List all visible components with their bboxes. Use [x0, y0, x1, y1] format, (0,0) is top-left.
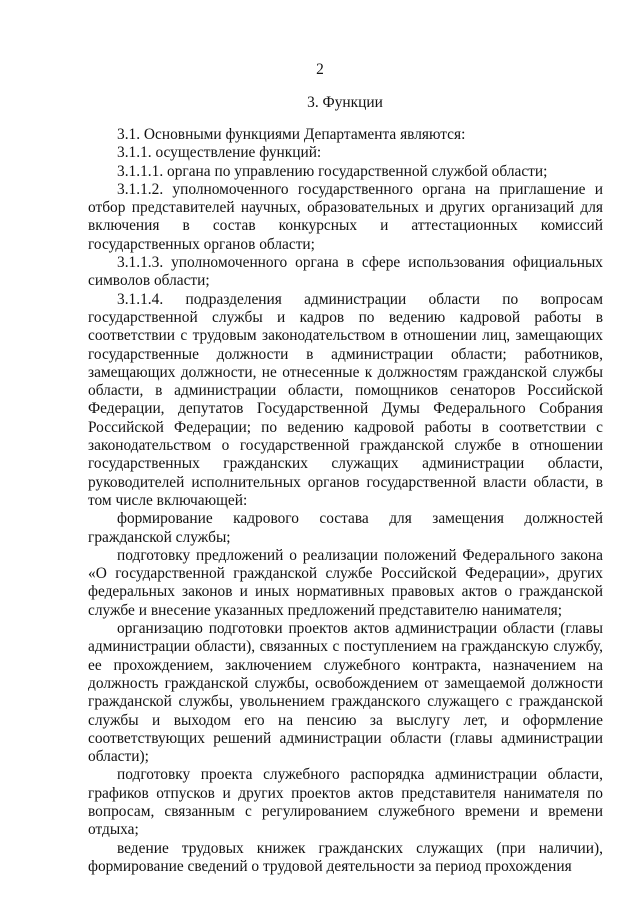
- section-title: 3. Функции: [307, 94, 383, 111]
- paragraph: 3.1.1.4. подразделения администрации области по вопросам государственной службы и кадров по ведению кадровой работы в соответствии с трудовым законодательством в отношении лиц, замещающих государственные должности в администрации области; работников, замещающих должности, не отнесенные к должностям гражданской службы области, в администрации области, помощников сенаторов Российской Федерации, депутатов Государственной Думы Федерального Собрания Российской Федерации; по ведению кадровой работы в соответствии с законодательством о государственной гражданской службе в отношении государственных гражданских служащих администрации области, руководителей исполнительных органов государственной власти области, в том числе включающей:: [88, 290, 603, 509]
- paragraph: 3.1.1.2. уполномоченного государственного органа на приглашение и отбор представителей научных, образовательных и других организаций для включения в состав конкурсных и аттестационных комиссий государственных органов области;: [88, 180, 603, 253]
- paragraph: 3.1.1.1. органа по управлению государственной службой области;: [117, 162, 548, 180]
- paragraph: 3.1.1.3. уполномоченного органа в сфере использования официальных символов области;: [88, 254, 603, 290]
- document-body: [88, 126, 603, 876]
- page-number: 2: [316, 61, 324, 78]
- paragraph: подготовку предложений о реализации положений Федерального закона «О государственной гражданской службе Российской Федерации», других федеральных законов и иных нормативных правовых актов о гражданской службе и внесение указанных предложений представителю нанимателя;: [88, 546, 603, 619]
- paragraph: ведение трудовых книжек гражданских служащих (при наличии), формирование сведений о трудовой деятельности за период прохождения: [88, 839, 603, 875]
- paragraph: формирование кадрового состава для замещения должностей гражданской службы;: [88, 510, 603, 546]
- paragraph: подготовку проекта служебного распорядка администрации области, графиков отпусков и других проектов актов представителя нанимателя по вопросам, связанным с регулированием служебного времени и времени отдыха;: [88, 766, 603, 839]
- paragraph: 3.1. Основными функциями Департамента являются:: [117, 126, 466, 143]
- paragraph: 3.1.1. осуществление функций:: [117, 144, 322, 162]
- paragraph: организацию подготовки проектов актов администрации области (главы администрации области), связанных с поступлением на гражданскую службу, ее прохождением, заключением служебного контракта, назначением на должность гражданской службы, освобождением от замещаемой должности гражданской службы, увольнением гражданского служащего с гражданской службы и выходом его на пенсию за выслугу лет, и оформление соответствующих решений администрации области (главы администрации области);: [88, 620, 603, 766]
